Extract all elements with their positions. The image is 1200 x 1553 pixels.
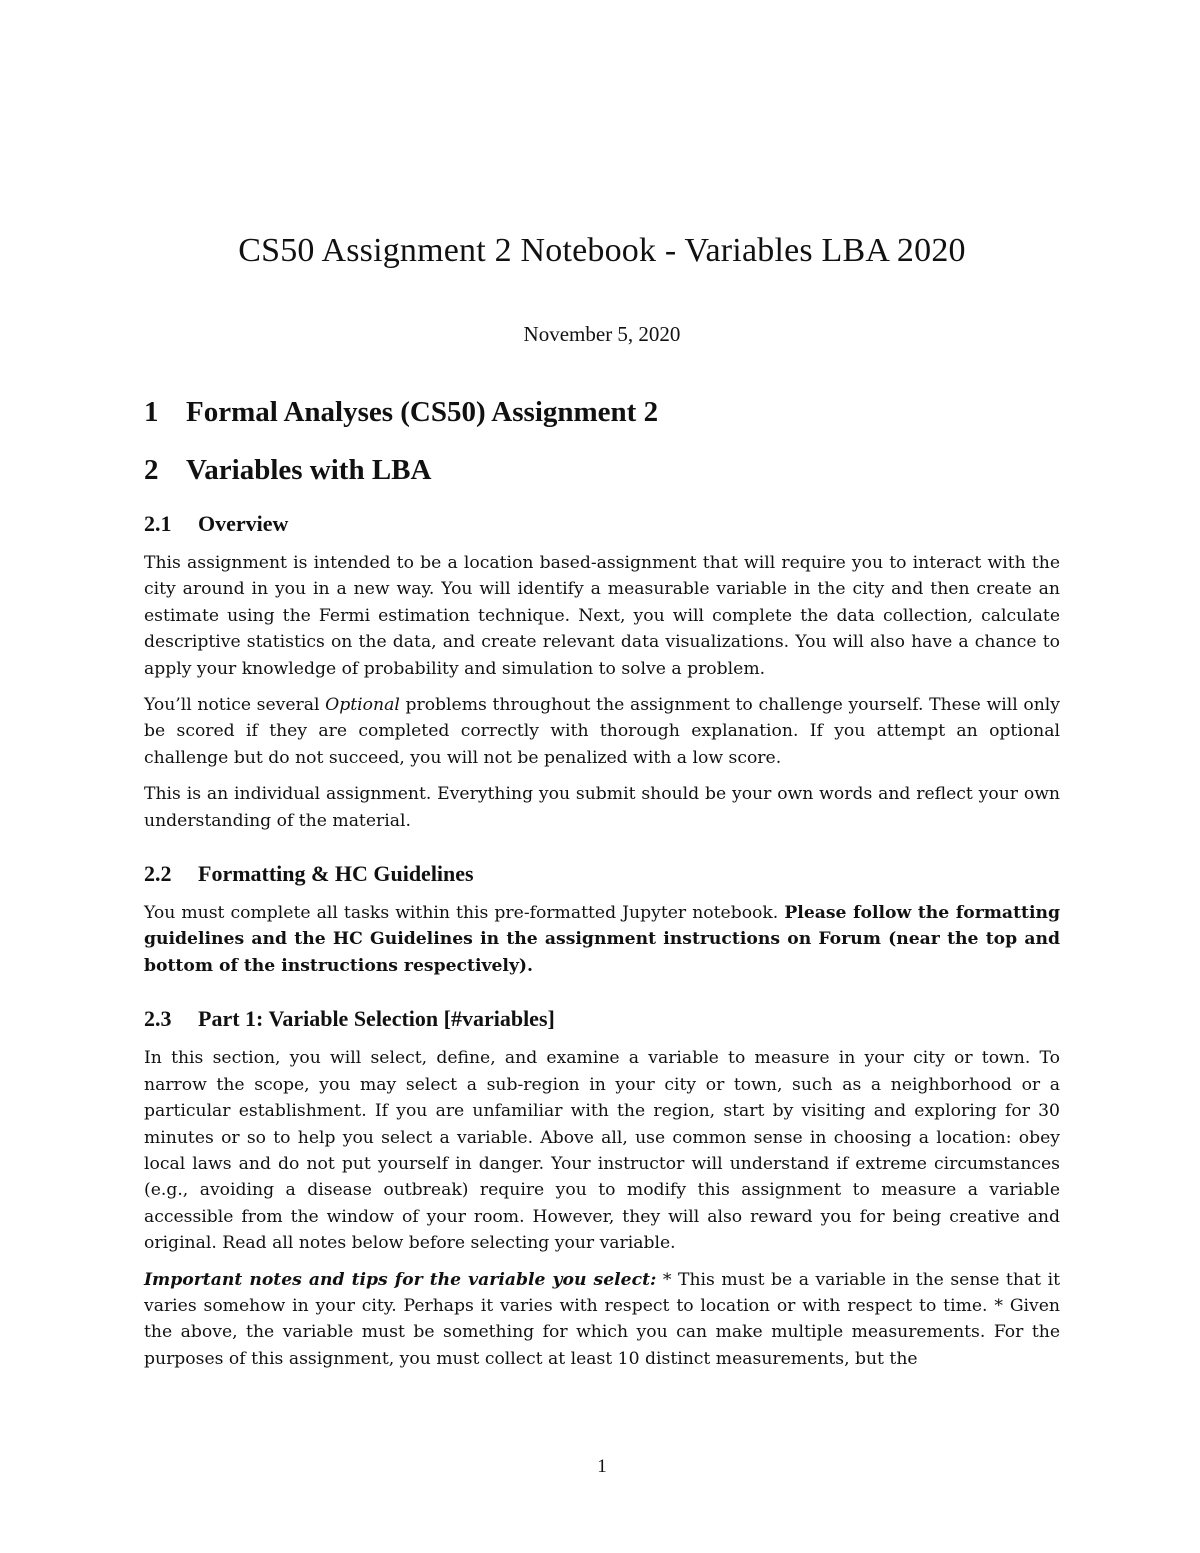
document-date: November 5, 2020 <box>523 322 681 346</box>
text-run: You’ll notice several <box>144 695 326 716</box>
part1-paragraph-1: In this section, you will select, define, and examine a variable to measure in your city or town. To narrow the scope, you may select a sub-region in your city or town, such as a neighborhood or a particular establishment. If you are unfamiliar with the region, start by visiting and exploring for 30 minutes or so to help you select a variable. Above all, use common sense in choosing a location: obey local laws and do not put yourself in danger. Your instructor will understand if extreme circumstances (e.g., avoiding a disease outbreak) require you to modify this assignment to measure a variable accessible from the window of your room. However, they will also reward you for being creative and original. Read all notes below before selecting your variable. <box>144 1048 1060 1254</box>
subsection-number: 2.2 <box>144 861 172 887</box>
text-run: problems throughout the assignment to challenge yourself. These will only be scored if they are completed correctly with thorough explanation. If you attempt an optional challenge but do not succeed, you will not be penalized with a low score. <box>144 695 1060 768</box>
document-page <box>144 0 1060 1553</box>
section-title: Variables with LBA <box>186 454 432 486</box>
page-number: 1 <box>597 1456 607 1477</box>
subsection-title: Formatting & HC Guidelines <box>198 861 474 887</box>
subsection-heading-overview <box>144 510 1060 538</box>
formatting-bold-instructions: Please follow the formatting guidelines and the HC Guidelines in the assignment instructions on Forum (near the top and bottom of the instructions respectively). <box>144 903 1060 976</box>
subsection-title: Part 1: Variable Selection [#variables] <box>198 1006 555 1032</box>
text-run: * This must be a variable in the sense that it varies somehow in your city. Perhaps it varies with respect to location or with respect to time. * Given the above, the variable must be something for which you can make multiple measurements. For the purposes of this assignment, you must collect at least 10 distinct measurements, but the <box>144 1269 1060 1369</box>
section-number: 1 <box>144 396 159 428</box>
subsection-number: 2.1 <box>144 511 172 536</box>
important-notes-label: Important notes and tips for the variable you select: <box>144 1269 657 1290</box>
overview-paragraph-2 <box>144 692 1060 771</box>
overview-paragraph-1: This assignment is intended to be a location based-assignment that will require you to interact with the city around in you in a new way. You will identify a measurable variable in the city and then create an estimate using the Fermi estimation technique. Next, you will complete the data collection, calculate descriptive statistics on the data, and create relevant data visualizations. You will also have a chance to apply your knowledge of probability and simulation to solve a problem. <box>144 553 1060 679</box>
section-number: 2 <box>144 454 159 486</box>
section-heading-2 <box>144 452 1060 488</box>
formatting-paragraph <box>144 900 1060 979</box>
part1-paragraph-2 <box>144 1267 1060 1373</box>
document-body <box>144 394 1060 1382</box>
document-title: CS50 Assignment 2 Notebook - Variables LBA 2020 <box>238 232 966 269</box>
overview-paragraph-3: This is an individual assignment. Everything you submit should be your own words and reflect your own understanding of the material. <box>144 784 1060 831</box>
subsection-title: Overview <box>198 511 289 536</box>
subsection-number: 2.3 <box>144 1006 172 1032</box>
subsection-heading-formatting <box>144 860 1060 888</box>
subsection-heading-part1 <box>144 1005 1060 1033</box>
optional-emphasis: Optional <box>325 695 400 716</box>
section-title: Formal Analyses (CS50) Assignment 2 <box>186 396 659 428</box>
text-run: You must complete all tasks within this pre-formatted Jupyter notebook. <box>144 903 785 924</box>
section-heading-1 <box>144 394 1060 430</box>
